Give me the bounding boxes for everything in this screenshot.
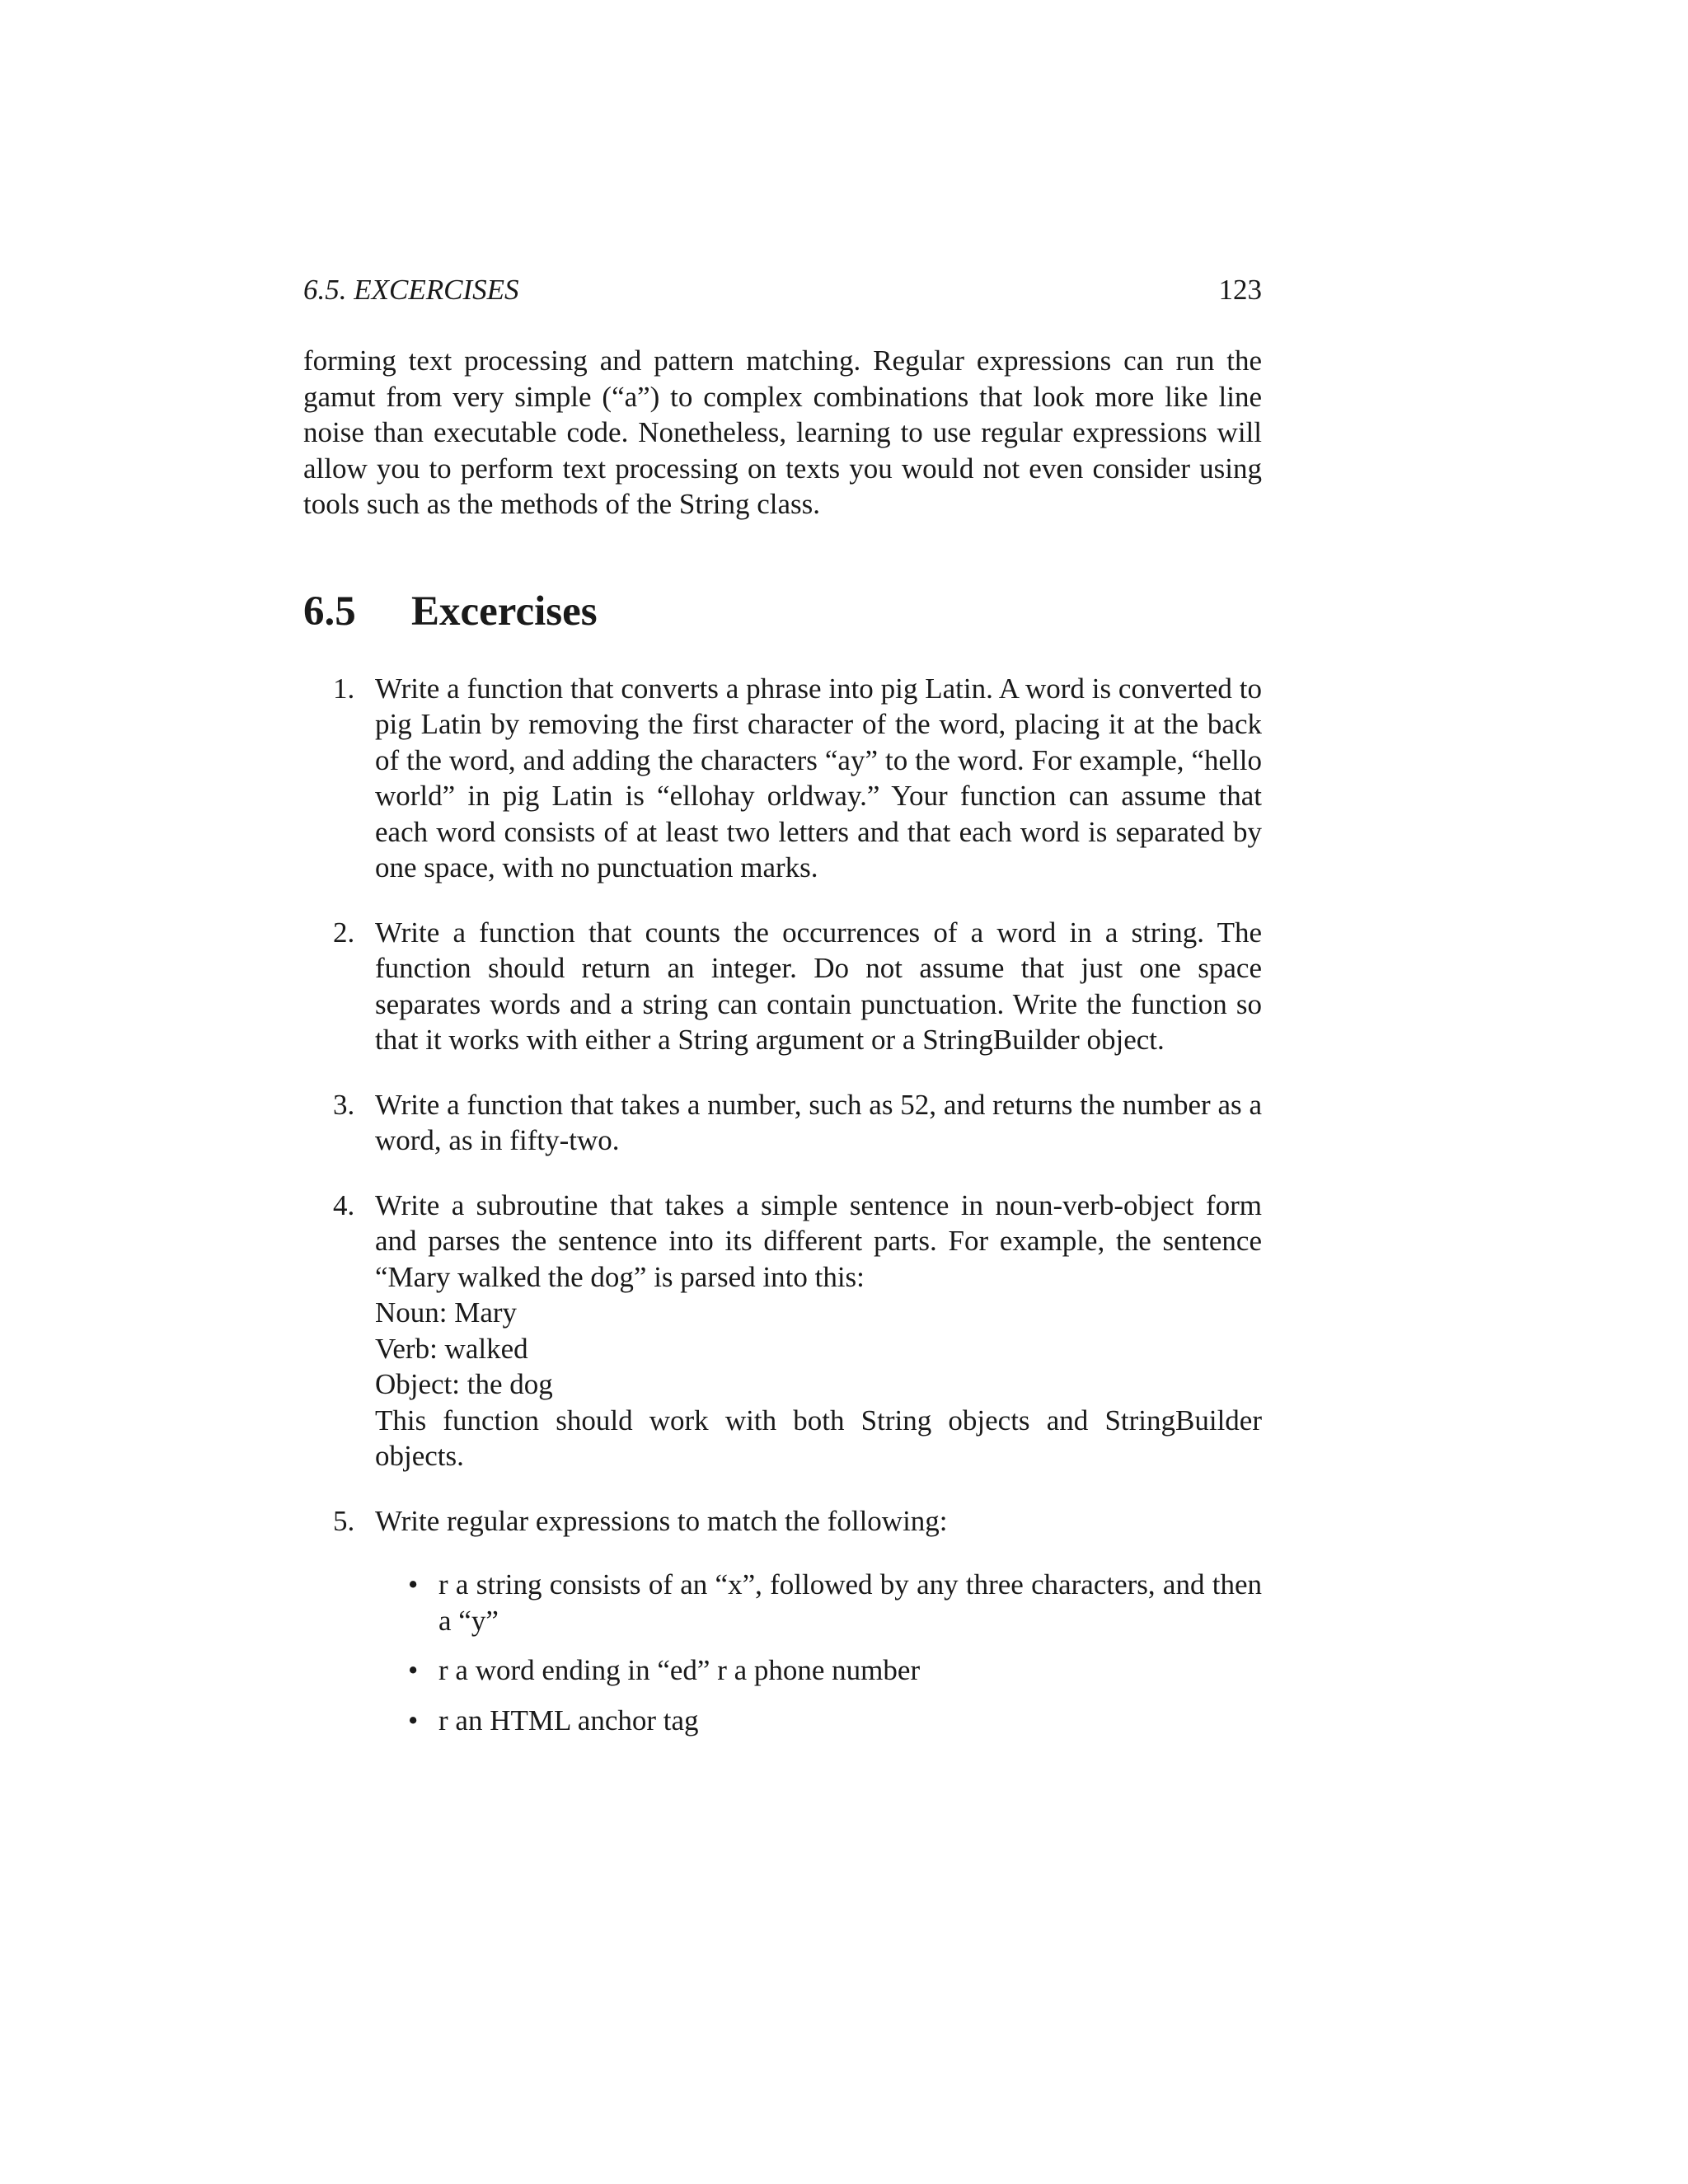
running-header-section: 6.5. EXCERCISES: [303, 274, 519, 306]
section-heading: [303, 587, 1262, 636]
bullet-item: [375, 1567, 1262, 1638]
bullet-item: [375, 1652, 1262, 1689]
exercise-number: 5.: [333, 1504, 355, 1537]
running-header: [303, 272, 1262, 308]
exercise-text: Write a subroutine that takes a simple sentence in noun-verb-object form and parses the sentence into its different parts. For example, the sentence “Mary walked the dog” is parsed into this:: [375, 1188, 1262, 1293]
bullet-text: r an HTML anchor tag: [438, 1704, 699, 1736]
page: [303, 272, 1262, 1767]
parse-example-noun: Noun: Mary: [375, 1296, 518, 1329]
exercise-item-2: [303, 915, 1262, 1058]
exercise-number: 1.: [333, 672, 355, 705]
parse-example-object: Object: the dog: [375, 1368, 553, 1401]
bullet-text: r a string consists of an “x”, followed by any three characters, and then a “y”: [438, 1568, 1262, 1637]
exercise-item-5: [303, 1503, 1262, 1739]
exercise-text: Write regular expressions to match the following:: [375, 1504, 948, 1537]
bullet-item: [375, 1703, 1262, 1739]
exercise-item-3: [303, 1087, 1262, 1159]
bullet-icon: •: [408, 1568, 419, 1601]
intro-text: forming text processing and pattern matching. Regular expressions can run the gamut from very simple (“a”) to complex combinations that look more like line noise than executable code. Nonetheless, learning to use regular expressions will allow you to perform text processing on texts you would not even consider using tools such as the methods of the String class.: [303, 344, 1262, 520]
exercise-number: 2.: [333, 916, 355, 949]
intro-paragraph: [303, 343, 1262, 523]
page-number: 123: [1218, 274, 1262, 306]
exercise-text: Write a function that counts the occurrences of a word in a string. The function should return an integer. Do not assume that just one space separates words and a string can contain punctuation. Write the function so that it works with either a String argument or a StringBuilder object.: [375, 916, 1262, 1057]
exercise-closing-text: This function should work with both String objects and StringBuilder objects.: [375, 1404, 1262, 1473]
bullet-icon: •: [408, 1704, 419, 1736]
exercise-number: 3.: [333, 1088, 355, 1121]
exercise-item-1: [303, 671, 1262, 886]
exercise-text: Write a function that takes a number, such as 52, and returns the number as a word, as in fifty-two.: [375, 1088, 1262, 1157]
section-number: 6.5: [303, 588, 356, 635]
exercise-item-4: [303, 1188, 1262, 1474]
exercise-list: [303, 671, 1262, 1739]
section-title: Excercises: [411, 588, 598, 635]
bullet-icon: •: [408, 1654, 419, 1687]
bullet-text: r a word ending in “ed” r a phone number: [438, 1654, 921, 1687]
exercise-number: 4.: [333, 1188, 355, 1221]
parse-example-verb: Verb: walked: [375, 1332, 528, 1365]
regex-bullet-list: [375, 1567, 1262, 1738]
exercise-text: Write a function that converts a phrase into pig Latin. A word is converted to pig Latin by removing the first character of the word, placing it at the back of the word, and adding the characters “ay” to the word. For example, “hello world” in pig Latin is “ellohay orldway.” Your function can assume that each word consists of at least two letters and that each word is separated by one space, with no punctuation marks.: [375, 672, 1262, 884]
